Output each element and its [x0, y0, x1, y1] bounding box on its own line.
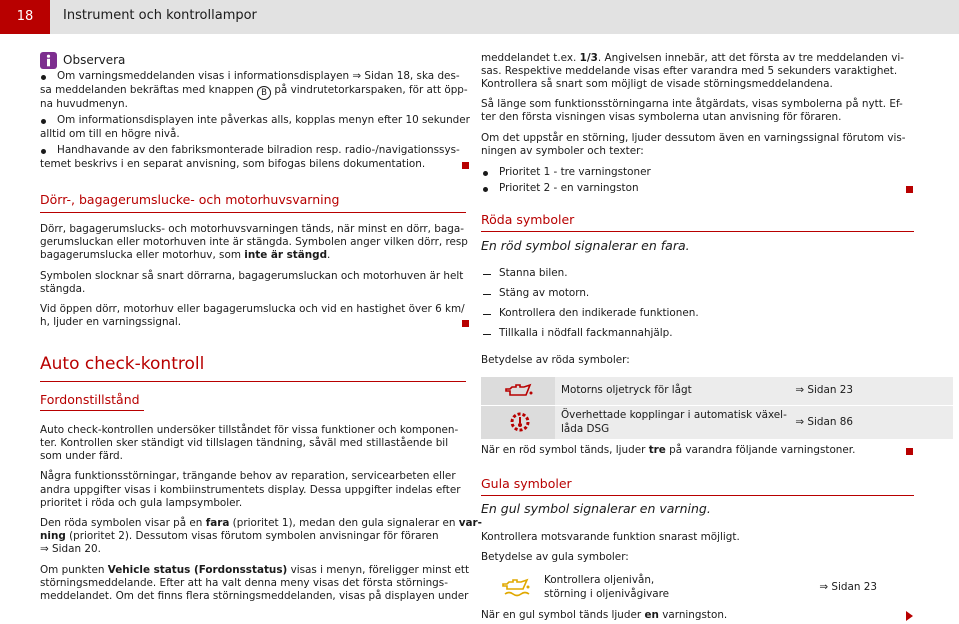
body-text: Kontrollera så snart som möjligt de visade störningsmeddelandena. — [481, 78, 833, 90]
body-text: prioritet i röda och gula lampsymboler. — [40, 497, 243, 509]
table-row — [481, 571, 953, 604]
table-text: Överhettade kopplingar i automatisk växel- — [561, 409, 787, 421]
body-text: Dörr, bagagerumslucks- och motorhuvsvarningen tänds, när minst en dörr, baga- — [40, 223, 464, 235]
note-heading: Observera — [63, 53, 126, 67]
body-text: Vid öppen dörr, motorhuv eller bagagerumslucka och vid en hastighet över 6 km/ — [40, 303, 465, 315]
list-item: Tillkalla i nödfall fackmannahjälp. — [499, 327, 673, 339]
page-reference-link[interactable]: ⇒ Sidan 20. — [40, 543, 101, 555]
body-text: Om det uppstår en störning, ljuder dessutom även en varningssignal förutom vis- — [481, 132, 906, 144]
body-text: ningen av symboler och texter: — [481, 145, 644, 157]
table-text: störning i oljenivågivare — [544, 588, 670, 600]
table-text: låda DSG — [561, 423, 610, 435]
note-text: temet beskrivs i en separat anvisning, som bifogas bilens dokumentation. — [40, 158, 426, 170]
table-row — [481, 377, 953, 405]
note-text: alltid om till en högre nivå. — [40, 128, 180, 140]
body-text: ter. Kontrollen sker ständigt vid tillslagen tändning, såväl med stillastående bil — [40, 437, 449, 449]
info-icon — [40, 52, 57, 69]
heading-rule — [40, 212, 466, 213]
body-text: meddelandet. Om det finns flera störningsmeddelanden, visas på displayen under — [40, 590, 469, 602]
body-text: Några funktionsstörningar, trängande behov av reparation, servicearbeten eller — [40, 470, 456, 482]
continue-arrow-icon — [906, 611, 913, 621]
body-text: Auto check-kontrollen undersöker tillståndet för vissa funktioner och komponen- — [40, 424, 459, 436]
bullet — [41, 149, 46, 154]
dash — [483, 274, 491, 275]
button-b-icon: B — [257, 86, 271, 100]
body-text: sas. Respektive meddelande visas efter varandra med 5 sekunders varaktighet. — [481, 65, 898, 77]
note-text: Om informationsdisplayen inte påverkas alls, kopplas menyn efter 10 sekunder — [57, 114, 470, 126]
page-title: Instrument och kontrollampor — [63, 8, 257, 23]
body-text: Betydelse av röda symboler: — [481, 354, 630, 366]
body-text: bagagerumslucka eller motorhuv, som inte är stängd. — [40, 249, 331, 261]
body-text: andra uppgifter visas i kombiinstrumentets display. Dessa uppgifter indelas efter — [40, 484, 461, 496]
heading-rule — [481, 495, 914, 496]
list-item: Prioritet 2 - en varningston — [499, 182, 639, 194]
list-item: Kontrollera den indikerade funktionen. — [499, 307, 699, 319]
chapter-rule — [40, 381, 466, 382]
end-square-icon — [462, 320, 469, 327]
body-text: När en gul symbol tänds ljuder en varningston. — [481, 609, 728, 621]
note-text: Om varningsmeddelanden visas i informationsdisplayen ⇒ Sidan 18, ska des- — [57, 70, 460, 82]
page-reference-link[interactable]: ⇒ Sidan 23 — [819, 581, 877, 593]
warning-lead: En röd symbol signalerar en fara. — [481, 238, 690, 253]
page-reference-link[interactable]: ⇒ Sidan 23 — [795, 384, 853, 396]
table-text: Motorns oljetryck för lågt — [561, 384, 692, 396]
section-heading: Dörr-, bagagerumslucke- och motorhuvsvarning — [40, 192, 340, 207]
note-text-part: sa meddelanden bekräftas med knappen — [40, 84, 258, 96]
table-text: Kontrollera oljenivån, — [544, 574, 655, 586]
list-item: Stäng av motorn. — [499, 287, 590, 299]
subheading-rule — [40, 410, 144, 411]
dsg-overheat-icon — [509, 411, 531, 433]
oil-level-icon — [501, 578, 533, 598]
body-text: stängda. — [40, 283, 86, 295]
body-text: Betydelse av gula symboler: — [481, 551, 629, 563]
note-text: na huvudmenyn. — [40, 98, 128, 110]
heading-rule — [481, 231, 914, 232]
body-text: störningsmeddelande. Efter att ha valt denna meny visas det första störnings- — [40, 577, 448, 589]
subsection-heading: Fordonstillstånd — [40, 392, 140, 407]
oil-pressure-icon — [504, 383, 534, 399]
body-text: Kontrollera motsvarande funktion snarast möjligt. — [481, 531, 740, 543]
end-square-icon — [462, 162, 469, 169]
yellow-symbols-table — [481, 571, 953, 604]
table-icon-cell — [481, 377, 555, 405]
section-heading: Gula symboler — [481, 476, 572, 491]
chapter-title: Auto check-kontroll — [40, 354, 205, 374]
list-item: Stanna bilen. — [499, 267, 568, 279]
page-reference-link[interactable]: ⇒ Sidan 86 — [795, 416, 853, 428]
bullet — [41, 75, 46, 80]
body-text: ning (prioritet 2). Dessutom visas förutom symbolen anvisningar för föraren — [40, 530, 439, 542]
bullet — [483, 171, 488, 176]
end-square-icon — [906, 186, 913, 193]
red-symbols-table — [481, 377, 953, 439]
body-text: ter den första visningen visas symbolerna utan anvisning för föraren. — [481, 111, 842, 123]
note-text-part: på vindrutetorkarspaken, för att öpp- — [271, 84, 468, 96]
body-text: Symbolen slocknar så snart dörrarna, bagagerumsluckan och motorhuven är helt — [40, 270, 464, 282]
table-icon-cell — [481, 406, 555, 439]
body-text: h, ljuder en varningssignal. — [40, 316, 182, 328]
page-number: 18 — [0, 0, 50, 34]
dash — [483, 334, 491, 335]
dash — [483, 314, 491, 315]
body-text: som under färd. — [40, 450, 123, 462]
warning-lead: En gul symbol signalerar en varning. — [481, 501, 711, 516]
section-heading: Röda symboler — [481, 212, 575, 227]
table-row — [481, 406, 953, 439]
body-text: När en röd symbol tänds, ljuder tre på varandra följande varningstoner. — [481, 444, 856, 456]
body-text: meddelandet t.ex. 1/3. Angivelsen innebär, att det första av tre meddelanden vi- — [481, 52, 904, 64]
body-text: Den röda symbolen visar på en fara (prioritet 1), medan den gula signalerar en var- — [40, 517, 482, 529]
end-square-icon — [906, 448, 913, 455]
bullet — [483, 187, 488, 192]
dash — [483, 294, 491, 295]
body-text: gerumsluckan eller motorhuven inte är stängda. Symbolen anger vilken dörr, resp — [40, 236, 468, 248]
body-text: Om punkten Vehicle status (Fordonsstatus) visas i menyn, föreligger minst ett — [40, 564, 470, 576]
body-text: Så länge som funktionsstörningarna inte åtgärdats, visas symbolerna på nytt. Ef- — [481, 98, 903, 110]
bullet — [41, 119, 46, 124]
list-item: Prioritet 1 - tre varningstoner — [499, 166, 651, 178]
note-text: Handhavande av den fabriksmonterade bilradion resp. radio-/navigationssys- — [57, 144, 460, 156]
